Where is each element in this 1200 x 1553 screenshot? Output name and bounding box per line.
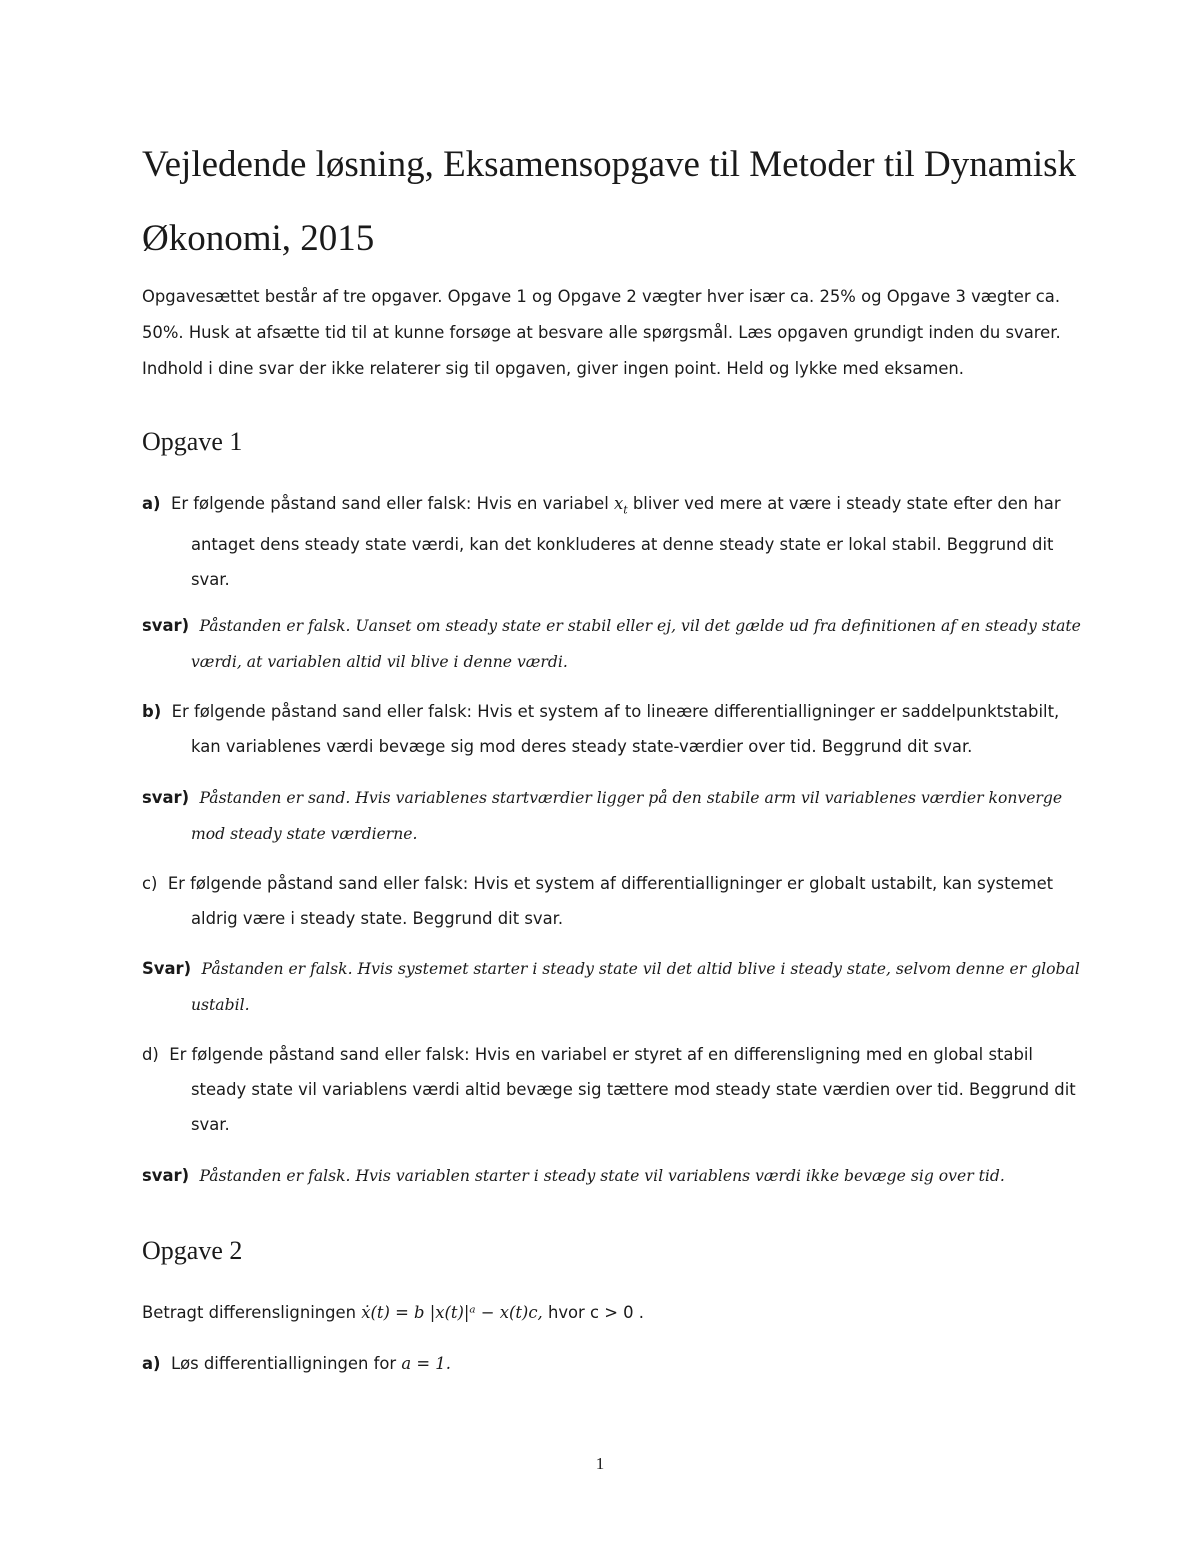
question-text: Er følgende påstand sand eller falsk: Hvis et system af differentialligninger er globalt ustabilt, kan systemet aldrig være i steady state. Beggrund dit svar. xyxy=(167,874,1054,928)
intro-text-after: hvor c > 0 . xyxy=(547,1303,645,1322)
answer-label: Svar) xyxy=(142,959,192,978)
answer-text: Påstanden er falsk. Hvis variablen starter i steady state vil variablens værdi ikke bevæge sig over tid. xyxy=(199,1167,1005,1185)
question-1d xyxy=(142,1037,1087,1142)
answer-label: svar) xyxy=(142,788,190,807)
question-2a xyxy=(142,1346,1087,1381)
question-label: a) xyxy=(142,1354,161,1373)
answer-label: svar) xyxy=(142,1166,190,1185)
opgave-1-heading: Opgave 1 xyxy=(142,427,243,456)
question-label: b) xyxy=(142,702,162,721)
answer-label: svar) xyxy=(142,616,190,635)
variable-subscript: t xyxy=(623,503,628,517)
answer-1b xyxy=(142,780,1087,852)
question-text-before: Er følgende påstand sand eller falsk: Hvis en variabel xyxy=(170,494,609,513)
question-text: Løs differentialligningen for xyxy=(170,1354,397,1373)
opgave-2-intro xyxy=(142,1295,1087,1330)
document-title: Vejledende løsning, Eksamensopgave til Metoder til Dynamisk Økonomi, 2015 xyxy=(142,144,1077,259)
question-text: Er følgende påstand sand eller falsk: Hvis en variabel er styret af en differensligning med en global stabil steady state vil variablens værdi altid bevæge sig tættere mod steady state værdien over tid. Beggrund dit svar. xyxy=(169,1045,1076,1134)
answer-text: Påstanden er falsk. Hvis systemet starter i steady state vil det altid blive i steady state, selvom denne er global ustabil. xyxy=(191,960,1080,1014)
question-text-after: bliver ved mere at være i steady state efter den har antaget dens steady state værdi, kan det konkluderes at denne steady state er lokal stabil. Beggrund dit svar. xyxy=(191,494,1061,590)
question-1b xyxy=(142,694,1087,764)
differential-equation: ẋ(t) = b |x(t)|ᵃ − x(t)c, xyxy=(361,1303,543,1322)
question-label: a) xyxy=(142,494,161,513)
intro-paragraph: Opgavesættet består af tre opgaver. Opgave 1 og Opgave 2 vægter hver især ca. 25% og Opgave 3 vægter ca. 50%. Husk at afsætte tid til at kunne forsøge at besvare alle spørgsmål. Læs opgaven grundigt inden du svarer. Indhold i dine svar der ikke relaterer sig til opgaven, giver ingen point. Held og lykke med eksamen. xyxy=(142,287,1061,378)
question-label: c) xyxy=(142,874,158,893)
question-text: Er følgende påstand sand eller falsk: Hvis et system af to lineære differentialligninger er saddelpunktstabilt, kan variablenes værdi bevæge sig mod deres steady state-værdier over tid. Beggrund dit svar. xyxy=(171,702,1060,756)
answer-1d xyxy=(142,1158,1087,1194)
question-1a xyxy=(142,486,1087,597)
answer-text: Påstanden er sand. Hvis variablenes startværdier ligger på den stabile arm vil variablenes værdier konverge mod steady state værdierne. xyxy=(191,789,1063,843)
condition: a = 1. xyxy=(401,1354,451,1373)
page-number: 1 xyxy=(595,1454,605,1473)
question-1c xyxy=(142,866,1087,936)
variable-x: x xyxy=(613,494,624,513)
intro-text-before: Betragt differensligningen xyxy=(142,1303,357,1322)
question-label: d) xyxy=(142,1045,159,1064)
answer-text: Påstanden er falsk. Uanset om steady state er stabil eller ej, vil det gælde ud fra definitionen af en steady state værdi, at variablen altid vil blive i denne værdi. xyxy=(191,617,1081,671)
answer-1c xyxy=(142,951,1087,1023)
opgave-2-heading: Opgave 2 xyxy=(142,1236,243,1265)
answer-1a xyxy=(142,608,1087,680)
